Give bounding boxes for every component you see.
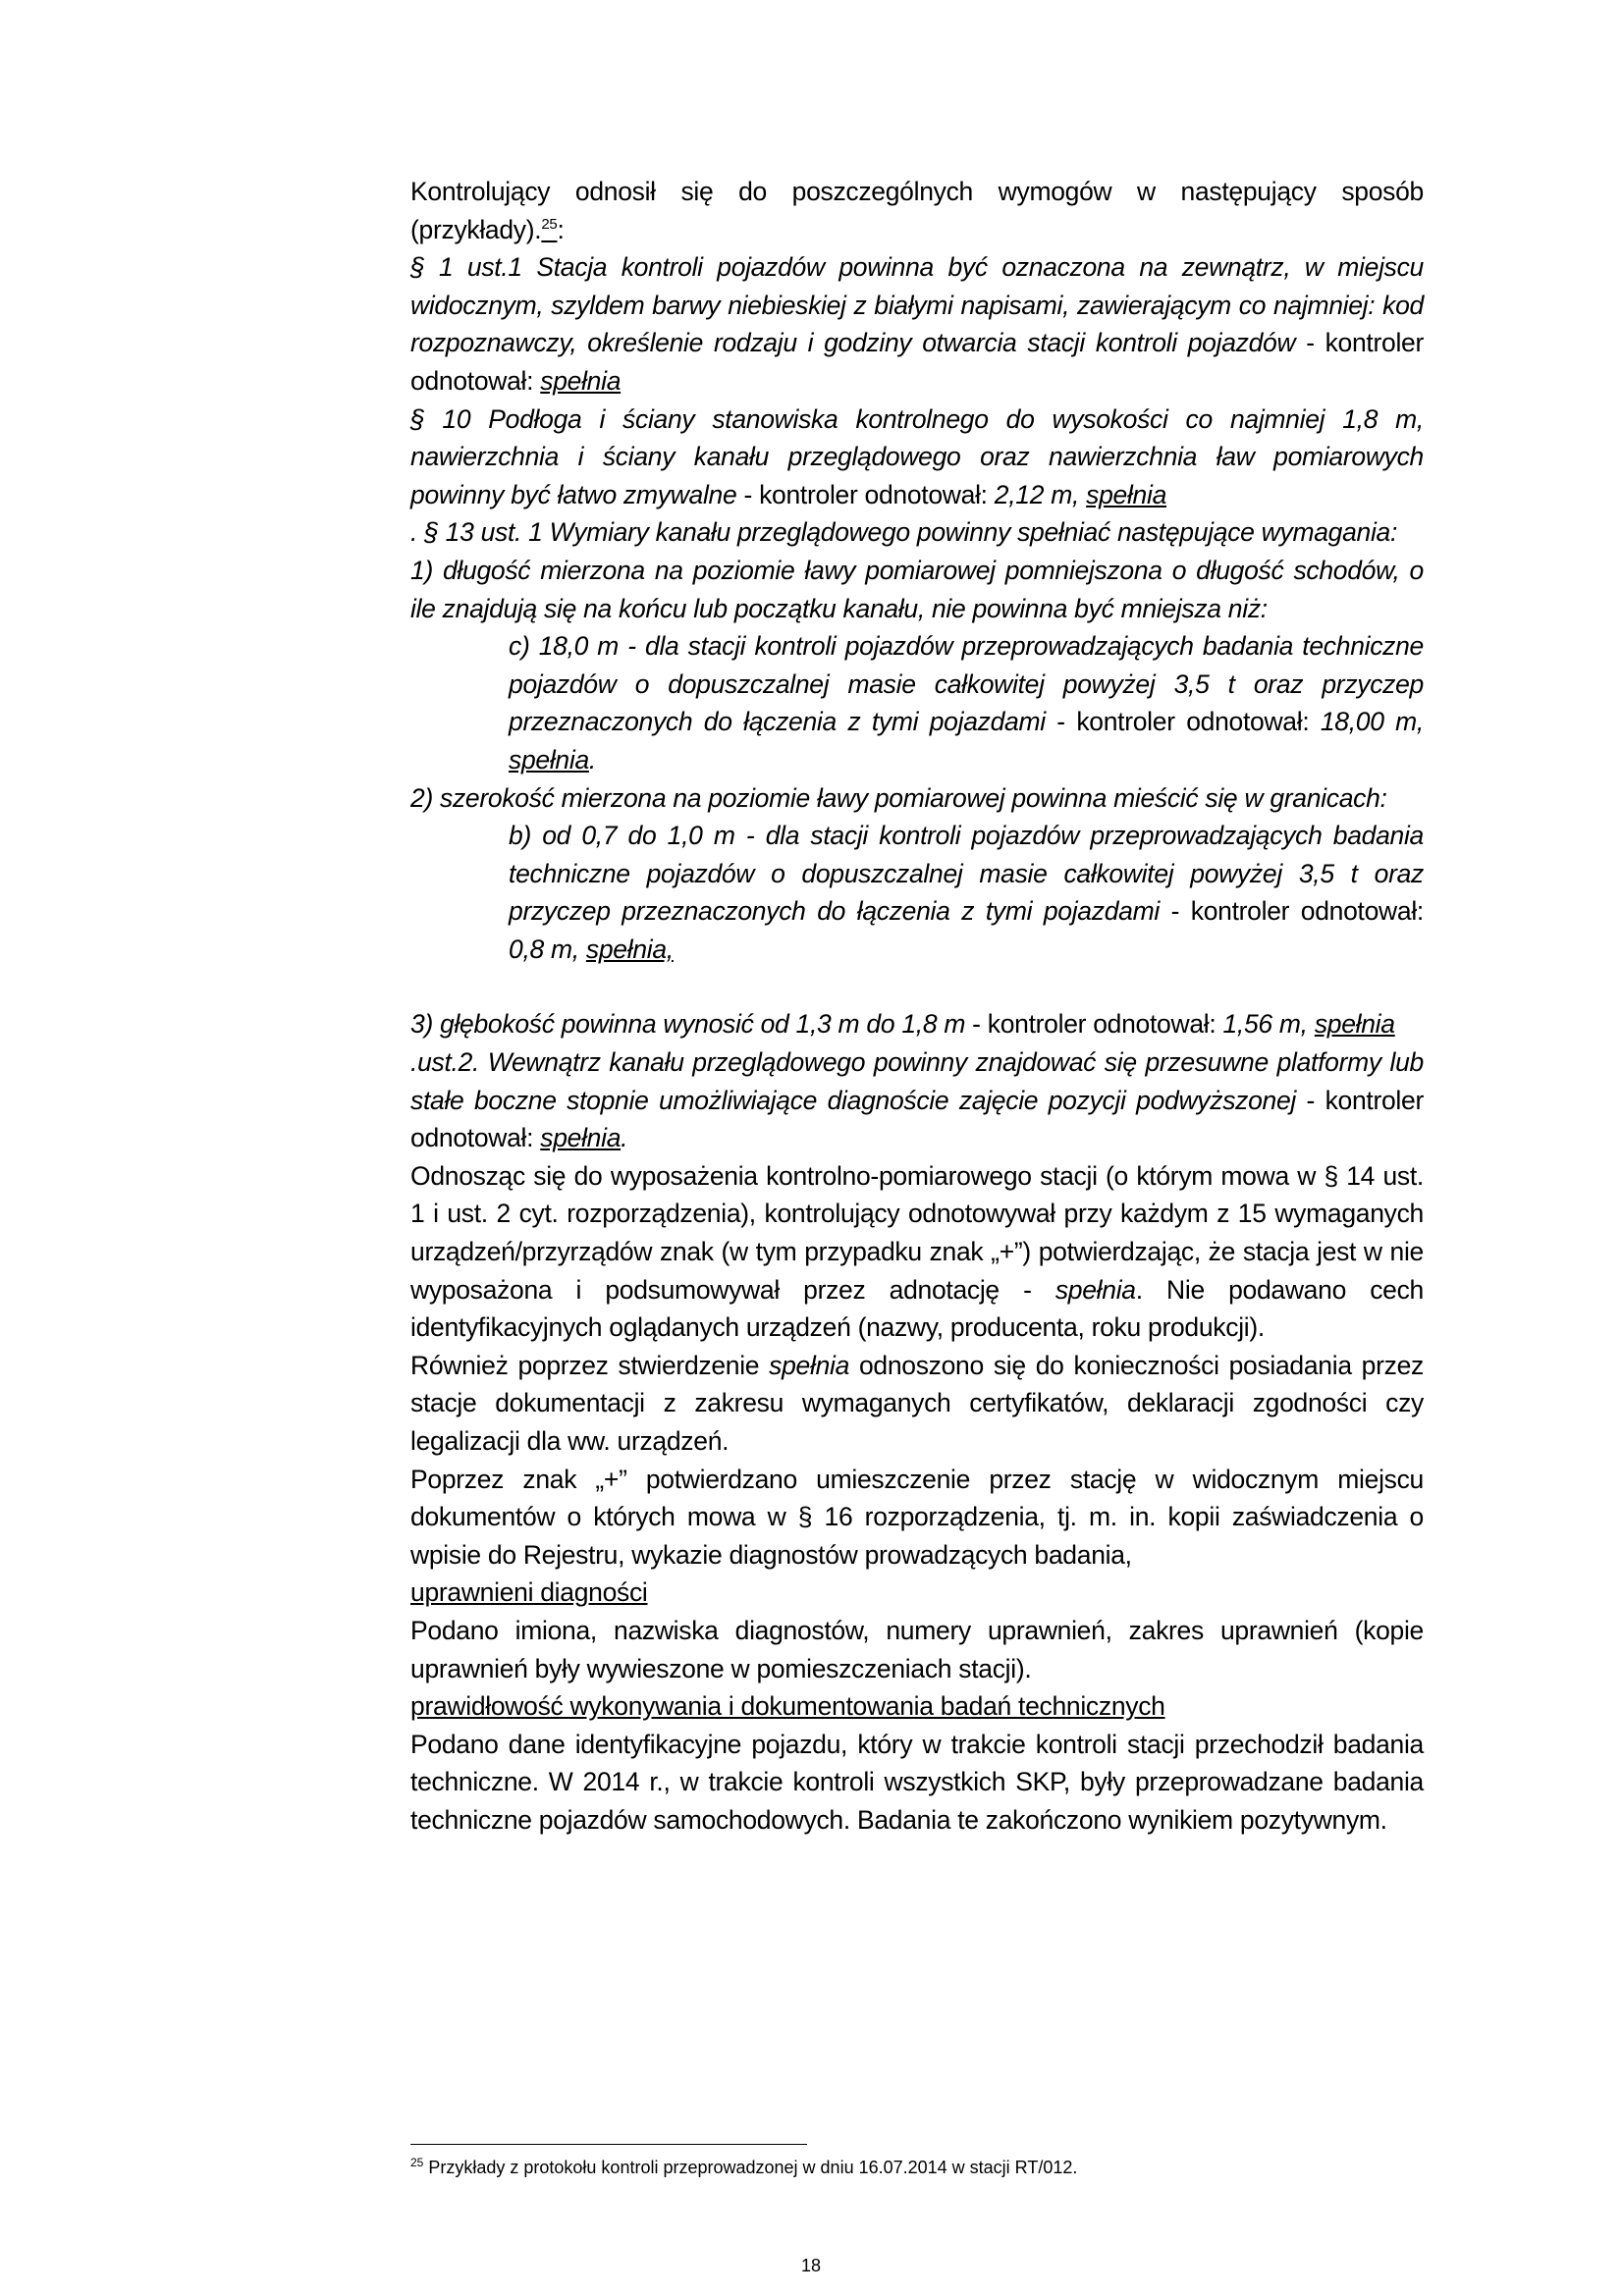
result-text: spełnia, xyxy=(585,934,674,964)
paragraph-par10 xyxy=(410,400,1424,514)
result-tail: . xyxy=(621,1123,628,1153)
heading-diagnosticians: uprawnieni diagności xyxy=(410,1577,648,1608)
measured-value: 2,12 m, xyxy=(994,479,1087,509)
spacer xyxy=(410,968,1424,1005)
paragraph-ust2 xyxy=(410,1043,1424,1157)
footnote-number: 25 xyxy=(410,2156,424,2169)
inspector-note: - kontroler odnotował: xyxy=(736,479,995,509)
result-tail: . xyxy=(588,744,596,774)
result-text: spełnia xyxy=(1054,1274,1136,1305)
paragraph-diagnosticians: Podano imiona, nazwiska diagnostów, numery uprawnień, zakres uprawnień (kopie uprawnień były wywieszone w pomieszczeniach stacji). xyxy=(410,1615,1424,1683)
footnote-reference: 25 xyxy=(541,215,558,233)
paragraph-technical-inspections: Podano dane identyfikacyjne pojazdu, który w trakcie kontroli stacji przechodził badania techniczne. W 2014 r., w trakcie kontroli wszystkich SKP, były przeprowadzane badania techniczne pojazdów samochodowych. Badania te zakończono wynikiem pozytywnym. xyxy=(410,1729,1424,1835)
requirement-text: b) od 0,7 do 1,0 m - dla stacji kontroli pojazdów przeprowadzających badania techniczne pojazdów o dopuszczalnej masie całkowitej powyżej 3,5 t oraz przyczep przeznaczonych do łączenia z tymi pojazdami xyxy=(509,821,1424,927)
equipment-text-end: . Nie podawano cech identyfikacyjnych oglądanych urządzeń (nazwy, producenta, roku produkcji). xyxy=(410,1274,1424,1343)
requirement-text: § 10 Podłoga i ściany stanowiska kontrolnego do wysokości co najmniej 1,8 m, nawierzchnia i ściany kanału przeglądowego oraz nawierzchnia ław pomiarowych powinny być łatwo zmywalne xyxy=(410,403,1424,509)
page-number: 18 xyxy=(800,2256,822,2275)
requirement-text: .ust.2. Wewnątrz kanału przeglądowego powinny znajdować się przesuwne platformy lub stałe boczne stopnie umożliwiające diagnoście zajęcie pozycji podwyższonej xyxy=(410,1047,1424,1115)
paragraph-item3 xyxy=(410,1005,1424,1043)
paragraph-equipment xyxy=(410,1157,1424,1347)
inspector-note: - kontroler odnotował: xyxy=(1159,896,1424,927)
paragraph-documentation xyxy=(410,1347,1424,1461)
paragraph-item2: 2) szerokość mierzona na poziomie ławy pomiarowej powinna mieścić się w granicach: xyxy=(410,782,1387,813)
paragraph-posted-documents: Poprzez znak „+” potwierdzano umieszczenie przez stację w widocznym miejscu dokumentów o których mowa w § 16 rozporządzenia, tj. m. in. kopii zaświadczenia o wpisie do Rejestru, wykazie diagnostów prowadzących badania, xyxy=(410,1464,1424,1570)
footnote-text: Przykłady z protokołu kontroli przeprowadzonej w dniu 16.07.2014 w stacji RT/012. xyxy=(423,2158,1078,2177)
paragraph-item1: 1) długość mierzona na poziomie ławy pomiarowej pomniejszona o długość schodów, o ile znajdują się na końcu lub początku kanału, nie powinna być mniejsza niż: xyxy=(410,555,1424,623)
result-text: spełnia xyxy=(540,1123,622,1153)
documentation-text: Również poprzez stwierdzenie xyxy=(410,1350,770,1380)
result-text: spełnia xyxy=(769,1350,850,1380)
footnote-separator xyxy=(410,2144,807,2145)
inspector-note: - kontroler odnotował: xyxy=(1045,707,1321,737)
inspector-note: - kontroler odnotował: xyxy=(410,1085,1424,1153)
measured-value: 18,00 m, xyxy=(1320,707,1424,737)
intro-tail: : xyxy=(557,214,565,244)
paragraph-item2b xyxy=(410,817,1424,968)
paragraph-intro xyxy=(410,173,1424,248)
inspector-note: - kontroler odnotował: xyxy=(410,328,1424,396)
requirement-text: c) 18,0 m - dla stacji kontroli pojazdów przeprowadzających badania techniczne pojazdów o dopuszczalnej masie całkowitej powyżej 3,5 t oraz przyczep przeznaczonych do łączenia z tymi pojazdami xyxy=(509,631,1424,737)
result-text: spełnia xyxy=(1314,1009,1395,1040)
equipment-text: Odnosząc się do wyposażenia kontrolno-pomiarowego stacji (o którym mowa w § 14 ust. 1 i ust. 2 cyt. rozporządzenia), kontrolujący odnotowywał przy każdym z 15 wymaganych urządzeń/przyrządów znak (w tym przypadku znak „+”) potwierdzając, że stacja jest w nie wyposażona i podsumowywał przez adnotację - xyxy=(410,1160,1424,1305)
intro-text: Kontrolujący odnosił się do poszczególnych wymogów w następujący sposób (przykłady). xyxy=(410,177,1424,244)
measured-value: 0,8 m, xyxy=(509,934,586,964)
requirement-text: § 1 ust.1 Stacja kontroli pojazdów powinna być oznaczona na zewnątrz, w miejscu widocznym, szyldem barwy niebieskiej z białymi napisami, zawierającym co najmniej: kod rozpoznawczy, określenie rodzaju i godziny otwarcia stacji kontroli pojazdów xyxy=(410,252,1424,358)
inspector-note: - kontroler odnotował: xyxy=(965,1009,1223,1040)
heading-technical-inspections: prawidłowość wykonywania i dokumentowania badań technicznych xyxy=(410,1691,1165,1722)
result-text: spełnia xyxy=(1086,479,1167,509)
paragraph-par1 xyxy=(410,248,1424,400)
documentation-text-end: odnoszono się do konieczności posiadania przez stacje dokumentacji z zakresu wymaganych certyfikatów, deklaracji zgodności czy legalizacji dla ww. urządzeń. xyxy=(410,1350,1424,1456)
paragraph-item1c xyxy=(410,627,1424,778)
paragraph-par13: . § 13 ust. 1 Wymiary kanału przeglądowego powinny spełniać następujące wymagania: xyxy=(410,517,1398,548)
footnote xyxy=(410,2156,1432,2179)
result-text: spełnia xyxy=(540,365,622,396)
requirement-text: 3) głębokość powinna wynosić od 1,3 m do 1,8 m xyxy=(410,1009,966,1040)
body-text xyxy=(410,173,1424,1840)
measured-value: 1,56 m, xyxy=(1222,1009,1315,1040)
result-text: spełnia xyxy=(509,744,589,774)
